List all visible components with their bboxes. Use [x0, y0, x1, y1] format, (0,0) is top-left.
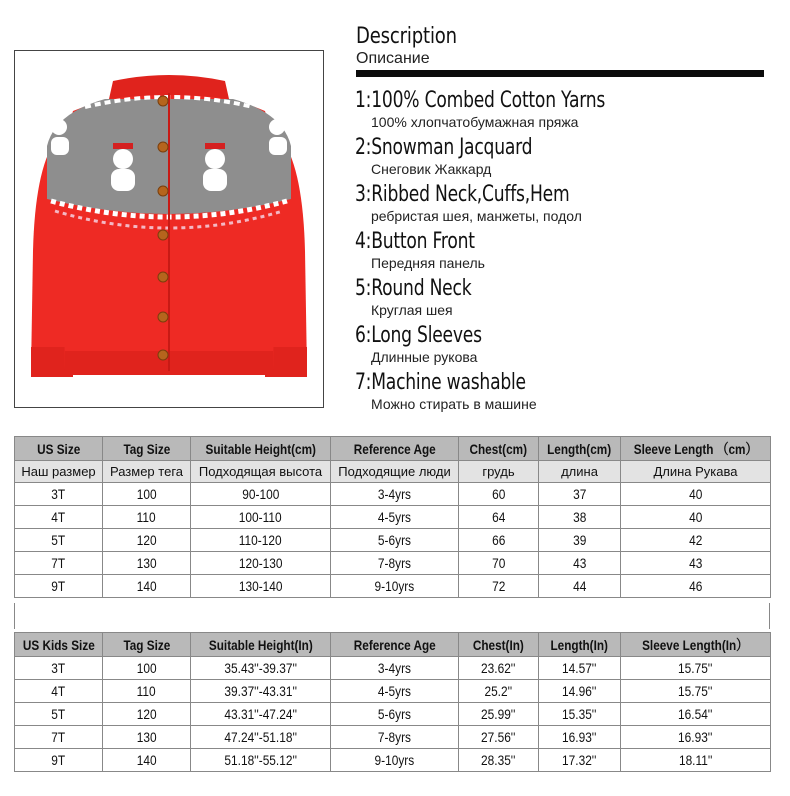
table-cell: 16.93'' [539, 726, 621, 749]
table-row [15, 483, 771, 506]
description-title: Description [356, 24, 457, 49]
feature-en: 1:100% Combed Cotton Yarns [355, 88, 606, 113]
subheader-cell: Длина Рукава [621, 461, 771, 483]
table-cell: 38 [539, 506, 621, 529]
feature-item [355, 276, 775, 323]
table-cell: 15.75'' [621, 657, 771, 680]
table-cell: 3T [15, 657, 103, 680]
table-cell: 17.32'' [539, 749, 621, 772]
subheader-cell: грудь [459, 461, 539, 483]
table-cell: 40 [621, 506, 771, 529]
feature-ru: ребристая шея, манжеты, подол [371, 208, 582, 224]
table-cell: 110 [103, 680, 191, 703]
table-cell: 44 [539, 575, 621, 598]
feature-ru: Снеговик Жаккард [371, 161, 492, 177]
table-cell: 16.54'' [621, 703, 771, 726]
table-row [15, 680, 771, 703]
size-table-inches [14, 632, 771, 772]
header-cell: US Size [15, 437, 103, 461]
header-cell: Tag Size [103, 633, 191, 657]
header-cell: Sleeve Length （cm） [621, 437, 771, 461]
table-cell: 5T [15, 703, 103, 726]
subheader-cell: Подходящие люди [331, 461, 459, 483]
header-cell: Reference Age [331, 633, 459, 657]
table-cell: 15.35'' [539, 703, 621, 726]
table-cell: 5T [15, 529, 103, 552]
table-cell: 39 [539, 529, 621, 552]
table-cell: 15.75'' [621, 680, 771, 703]
table-cell: 7-8yrs [331, 726, 459, 749]
feature-item [355, 370, 775, 417]
table-cell: 43.31''-47.24'' [191, 703, 331, 726]
feature-en: 3:Ribbed Neck,Cuffs,Hem [355, 182, 570, 207]
table-cell: 4-5yrs [331, 680, 459, 703]
table-cell: 9T [15, 575, 103, 598]
table-cell: 60 [459, 483, 539, 506]
table-cell: 70 [459, 552, 539, 575]
table-cell: 90-100 [191, 483, 331, 506]
table-row [15, 506, 771, 529]
table-cell: 4-5yrs [331, 506, 459, 529]
table-cell: 120 [103, 703, 191, 726]
header-cell: Length(cm) [539, 437, 621, 461]
product-photo [14, 50, 324, 408]
header-cell: Chest(cm) [459, 437, 539, 461]
table-row [15, 749, 771, 772]
table-cell: 46 [621, 575, 771, 598]
table-row [15, 657, 771, 680]
table-row [15, 552, 771, 575]
table-cell: 100 [103, 657, 191, 680]
feature-item [355, 229, 775, 276]
table-header-row [15, 633, 771, 657]
description-divider [356, 70, 764, 77]
table-cell: 47.24''-51.18'' [191, 726, 331, 749]
table-cell: 35.43''-39.37'' [191, 657, 331, 680]
header-cell: Tag Size [103, 437, 191, 461]
table-cell: 130 [103, 726, 191, 749]
size-table-cm [14, 436, 771, 598]
table-cell: 3-4yrs [331, 657, 459, 680]
header-cell: Suitable Height(cm) [191, 437, 331, 461]
table-cell: 4T [15, 680, 103, 703]
table-cell: 28.35'' [459, 749, 539, 772]
header-cell: Reference Age [331, 437, 459, 461]
feature-en: 5:Round Neck [355, 276, 472, 301]
table-cell: 5-6yrs [331, 703, 459, 726]
cardigan-illustration [15, 51, 323, 407]
description-subtitle: Описание [356, 50, 430, 67]
table-cell: 130 [103, 552, 191, 575]
table-cell: 25.2'' [459, 680, 539, 703]
table-cell: 3-4yrs [331, 483, 459, 506]
header-cell: Length(In) [539, 633, 621, 657]
table-cell: 7T [15, 552, 103, 575]
feature-item [355, 88, 775, 135]
table-cell: 40 [621, 483, 771, 506]
table-cell: 140 [103, 749, 191, 772]
table-cell: 110-120 [191, 529, 331, 552]
table-row [15, 703, 771, 726]
feature-item [355, 182, 775, 229]
subheader-cell: Подходящая высота [191, 461, 331, 483]
table-cell: 43 [539, 552, 621, 575]
feature-ru: Круглая шея [371, 302, 453, 318]
feature-ru: Передняя панель [371, 255, 485, 271]
table-subheader-row [15, 461, 771, 483]
subheader-cell: Размер тега [103, 461, 191, 483]
table-cell: 18.11'' [621, 749, 771, 772]
table-cell: 140 [103, 575, 191, 598]
table-cell: 3T [15, 483, 103, 506]
table-cell: 7-8yrs [331, 552, 459, 575]
table-cell: 14.96'' [539, 680, 621, 703]
table-cell: 43 [621, 552, 771, 575]
table-cell: 37 [539, 483, 621, 506]
feature-en: 6:Long Sleeves [355, 323, 482, 348]
table-header-row [15, 437, 771, 461]
table-cell: 64 [459, 506, 539, 529]
feature-en: 4:Button Front [355, 229, 475, 254]
table-cell: 5-6yrs [331, 529, 459, 552]
table-cell: 100-110 [191, 506, 331, 529]
table-cell: 130-140 [191, 575, 331, 598]
table-cell: 9T [15, 749, 103, 772]
table-cell: 120 [103, 529, 191, 552]
table-cell: 7T [15, 726, 103, 749]
header-cell: US Kids Size [15, 633, 103, 657]
header-cell: Sleeve Length(In） [621, 633, 771, 657]
table-cell: 9-10yrs [331, 749, 459, 772]
feature-en: 7:Machine washable [355, 370, 526, 395]
table-row [15, 726, 771, 749]
feature-ru: 100% хлопчатобумажная пряжа [371, 114, 579, 130]
feature-item [355, 135, 775, 182]
table-cell: 27.56'' [459, 726, 539, 749]
table-cell: 66 [459, 529, 539, 552]
table-cell: 72 [459, 575, 539, 598]
feature-list [355, 88, 775, 417]
subheader-cell: длина [539, 461, 621, 483]
table-cell: 25.99'' [459, 703, 539, 726]
table-spacer [14, 603, 770, 629]
table-cell: 23.62'' [459, 657, 539, 680]
header-cell: Suitable Height(In) [191, 633, 331, 657]
subheader-cell: Наш размер [15, 461, 103, 483]
table-cell: 42 [621, 529, 771, 552]
table-cell: 110 [103, 506, 191, 529]
table-cell: 39.37''-43.31'' [191, 680, 331, 703]
table-row [15, 529, 771, 552]
table-cell: 14.57'' [539, 657, 621, 680]
feature-ru: Можно стирать в машине [371, 396, 537, 412]
table-cell: 120-130 [191, 552, 331, 575]
table-cell: 4T [15, 506, 103, 529]
feature-ru: Длинные рукова [371, 349, 478, 365]
feature-en: 2:Snowman Jacquard [355, 135, 533, 160]
table-row [15, 575, 771, 598]
table-cell: 100 [103, 483, 191, 506]
table-cell: 51.18''-55.12'' [191, 749, 331, 772]
table-cell: 16.93'' [621, 726, 771, 749]
feature-item [355, 323, 775, 370]
header-cell: Chest(In) [459, 633, 539, 657]
table-cell: 9-10yrs [331, 575, 459, 598]
